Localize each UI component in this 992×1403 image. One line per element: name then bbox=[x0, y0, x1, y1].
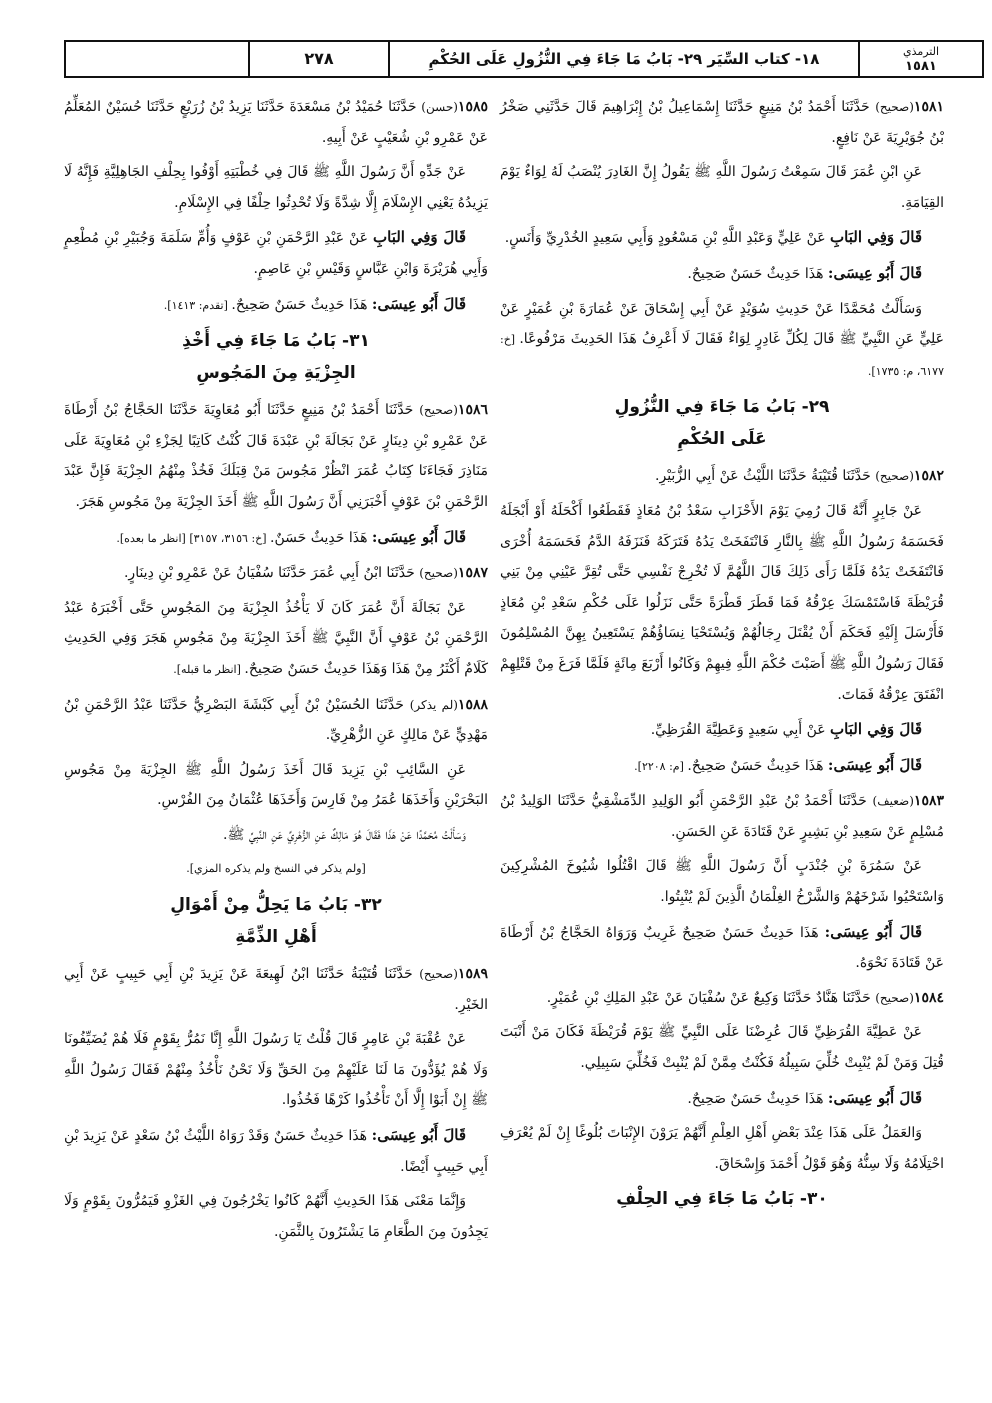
abu-isa-6 bbox=[64, 522, 488, 555]
page-number: ٢٧٨ bbox=[248, 42, 388, 76]
bab-note-3 bbox=[64, 222, 488, 284]
hadith-1587-isnad bbox=[64, 558, 488, 589]
chapter-31-heading bbox=[64, 325, 488, 389]
isnad-text: حَدَّثَنَا ابْنُ أَبِي عُمَرَ حَدَّثَنَا سُفْيَانُ عَنْ عَمْرِو بْنِ دِينَارٍ. bbox=[123, 565, 420, 582]
chapter-31-line2: الجِزْيَةِ مِنَ المَجُوسِ bbox=[196, 363, 356, 384]
abu-isa-text: هَذَا حَدِيثٌ حَسَنٌ صَحِيحٌ. bbox=[687, 757, 828, 774]
right-column bbox=[500, 92, 944, 1221]
chapter-31-line1: ٣١- بَابُ مَا جَاءَ فِي أَخْذِ bbox=[182, 331, 370, 352]
left-column bbox=[64, 92, 488, 1251]
abu-isa-text: هَذَا حَدِيثٌ حَسَنٌ صَحِيحٌ. bbox=[687, 265, 828, 282]
bab-text: عَنْ أَبِي سَعِيدٍ وَعَطِيَّةَ القُرَظِيِّ. bbox=[650, 722, 831, 739]
abu-isa-ref: [م: ٢٢٠٨]. bbox=[634, 759, 688, 773]
editor-note: [ولم يذكر في النسخ ولم يذكره المزي]. bbox=[186, 862, 366, 876]
hadith-1583-matn: عَنْ سَمُرَةَ بْنِ جُنْدَبٍ أَنَّ رَسُولَ اللَّهِ ﷺ قَالَ اقْتُلُوا شُيُوخَ المُشْرِكِينَ وَاسْتَحْيُوا شَرْخَهُمْ وَالشَّرْخُ الغِلْمَانُ الَّذِينَ لَمْ يُنْبِتُوا. bbox=[500, 858, 944, 906]
abu-isa-text: هَذَا حَدِيثٌ حَسَنٌ وَقَدْ رَوَاهُ اللَّيْثُ بْنُ سَعْدٍ عَنْ يَزِيدَ بْنِ أَبِي حَبِيبٍ أَيْضًا. bbox=[64, 1128, 488, 1175]
hadith-number: ١٥٨٥ bbox=[457, 99, 488, 115]
abu-isa-text: هَذَا حَدِيثٌ حَسَنٌ صَحِيحٌ غَرِيبٌ وَرَوَاهُ الحَجَّاجُ بْنُ أَرْطَاةَ عَنْ قَتَادَةَ نَحْوَهُ. bbox=[500, 924, 944, 972]
chapter-30-heading bbox=[500, 1183, 944, 1215]
hadith-number: ١٥٨٢ bbox=[913, 468, 944, 485]
isnad-text: حَدَّثَنَا الحُسَيْنُ بْنُ أَبِي كَبْشَةَ البَصْرِيُّ حَدَّثَنَا عَبْدُ الرَّحْمَنِ بْنُ مَهْدِيٍّ عَنْ مَالِكٍ عَنِ الزُّهْرِيِّ. bbox=[64, 696, 488, 744]
hadith-1588-isnad bbox=[64, 690, 488, 751]
hadith-1582-isnad bbox=[500, 461, 944, 492]
abu-isa-label: قَالَ أَبُو عِيسَى: bbox=[827, 755, 922, 774]
hadith-text: حَدَّثَنَا أَحْمَدُ بْنُ مَنِيعٍ حَدَّثَنَا أَبُو مُعَاوِيَةَ حَدَّثَنَا الحَجَّاجُ بْنُ أَرْطَاةَ عَنْ عَمْرِو بْنِ دِينَارٍ عَنْ بَجَالَةَ بْنِ عَبْدَةَ قَالَ كُنْتُ كَاتِبًا لِجَزْءِ بْنِ مُعَاوِيَةَ عَلَى مَنَاذِرَ فَجَاءَنَا كِتَابُ عُمَرَ انْظُرْ مَجُوسَ مَنْ قِبَلَكَ فَخُذْ مِنْهُمُ الجِزْيَةَ فَإِنَّ عَبْدَ الرَّحْمَنِ بْنَ عَوْفٍ أَخْبَرَنِي أَنَّ رَسُولَ اللَّهِ ﷺ أَخَذَ الجِزْيَةَ مِنْ مَجُوسِ هَجَرَ. bbox=[64, 402, 488, 510]
sual-text: وَسَأَلْتُ مُحَمَّدًا عَنْ حَدِيثِ سُوَيْدٍ عَنْ أَبِي إِسْحَاقَ عَنْ عُمَارَةَ بْنِ عُمَيْرٍ عَنْ عَلِيٍّ عَنِ النَّبِيِّ ﷺ قَالَ لِكُلِّ غَادِرٍ لِوَاءٌ فَقَالَ لَا أَعْرِفُ هَذَا الحَدِيثَ مَرْفُوعًا. bbox=[500, 300, 944, 348]
hadith-1589-isnad bbox=[64, 959, 488, 1020]
hadith-number: ١٥٨١ bbox=[913, 99, 944, 115]
header-reference bbox=[858, 42, 982, 76]
isnad-text: حَدَّثَنَا قُتَيْبَةُ حَدَّثَنَا ابْنُ لَهِيعَةَ عَنْ يَزِيدَ بْنِ أَبِي حَبِيبٍ عَنْ أَبِي الخَيْرِ. bbox=[64, 966, 488, 1013]
hadith-grade: (صحيح) bbox=[875, 100, 914, 114]
isnad-text: حَدَّثَنَا أَحْمَدُ بْنُ عَبْدِ الرَّحْمَنِ أَبُو الوَلِيدِ الدِّمَشْقِيُّ حَدَّثَنَا الوَلِيدُ بْنُ مُسْلِمٍ عَنْ سَعِيدِ بْنِ بَشِيرٍ عَنْ قَتَادَةَ عَنِ الحَسَنِ. bbox=[500, 793, 944, 840]
bab-text: عَنْ عَبْدِ الرَّحْمَنِ بْنِ عَوْفٍ وَأُمِّ سَلَمَةَ وَجُبَيْرِ بْنِ مُطْعِمٍ وَأَبِي هُرَيْرَةَ وَابْنِ عَبَّاسٍ وَقَيْسِ بْنِ عَاصِمٍ. bbox=[64, 230, 488, 277]
header-title: ١٨- كتاب السِّيَر ٢٩- بَابُ مَا جَاءَ فِي النُّزُولِ عَلَى الحُكْمِ bbox=[388, 42, 858, 76]
hadith-number: ١٥٨٧ bbox=[457, 565, 488, 582]
abu-isa-text: هَذَا حَدِيثٌ حَسَنٌ. bbox=[270, 529, 372, 546]
bab-note-1 bbox=[500, 222, 944, 254]
sual-paragraph bbox=[500, 294, 944, 388]
hadith-1585-isnad bbox=[64, 92, 488, 153]
bab-label: قَالَ وَفِي البَابِ bbox=[373, 228, 466, 247]
mana-paragraph: وَإِنَّمَا مَعْنَى هَذَا الحَدِيثِ أَنَّهُمْ كَانُوا يَخْرُجُونَ فِي الغَزْوِ فَيَمُرُّونَ بِقَوْمٍ وَلَا يَجِدُونَ مِنَ الطَّعَامِ مَا يَشْتَرُونَ بِالثَّمَنِ. bbox=[64, 1193, 488, 1240]
bab-note-2 bbox=[500, 714, 944, 746]
header-ref-number: ١٥٨١ bbox=[905, 59, 937, 74]
isnad-text: حَدَّثَنَا هَنَّادٌ حَدَّثَنَا وَكِيعٌ عَنْ سُفْيَانَ عَنْ عَبْدِ المَلِكِ بْنِ عُمَيْرٍ. bbox=[546, 989, 876, 1006]
abu-isa-label: قَالَ أَبُو عِيسَى: bbox=[371, 1126, 467, 1145]
hadith-grade: (حسن) bbox=[421, 100, 458, 114]
abu-isa-label: قَالَ أَبُو عِيسَى: bbox=[827, 263, 922, 282]
hadith-grade: (لم يذكر) bbox=[409, 697, 458, 712]
hadith-1585-matn: عَنْ جَدِّهِ أَنَّ رَسُولَ اللَّهِ ﷺ قَالَ فِي خُطْبَتِهِ أَوْفُوا بِحِلْفِ الجَاهِلِيَّةِ فَإِنَّهُ لَا يَزِيدُهُ يَعْنِي الإِسْلَامَ إِلَّا شِدَّةً وَلَا تُحْدِثُوا حِلْفًا فِي الإِسْلَامِ. bbox=[64, 164, 488, 211]
hadith-1586 bbox=[64, 395, 488, 517]
abu-isa-7 bbox=[64, 1120, 488, 1182]
abu-isa-3 bbox=[500, 917, 944, 979]
isnad-text: حَدَّثَنَا أَحْمَدُ بْنُ مَنِيعٍ حَدَّثَنَا إِسْمَاعِيلُ بْنُ إِبْرَاهِيمَ قَالَ حَدَّثَنِي صَخْرُ بْنُ جُوَيْرِيَةَ عَنْ نَافِعٍ. bbox=[500, 99, 944, 146]
abu-isa-1 bbox=[500, 258, 944, 290]
abu-isa-ref: [خ: ٣١٥٦، ٣١٥٧] [انظر ما بعده]. bbox=[116, 531, 271, 545]
abu-isa-label: قَالَ أَبُو عِيسَى: bbox=[371, 527, 466, 546]
sual-paragraph-2: وَسَأَلْتُ مُحَمَّدًا عَنْ هَذَا فَقَالَ هُوَ مَالِكٌ عَنِ الزُّهْرِيِّ عَنِ النَّبِيِّ ﷺ. bbox=[223, 826, 466, 843]
chapter-32-line1: ٣٢- بَابُ مَا يَحِلُّ مِنْ أَمْوَالِ bbox=[170, 895, 382, 916]
abu-isa-text: هَذَا حَدِيثٌ حَسَنٌ صَحِيحٌ. bbox=[687, 1090, 828, 1107]
hadith-grade: (صحيح) bbox=[875, 990, 914, 1005]
header-collection: الترمذي bbox=[902, 45, 940, 58]
abu-isa-label: قَالَ أَبُو عِيسَى: bbox=[371, 294, 466, 313]
sual-ref: [خ: ٦١٧٧، م: ١٧٣٥]. bbox=[500, 333, 944, 378]
chapter-32-heading bbox=[64, 889, 488, 953]
header-blank-cell bbox=[66, 42, 248, 76]
hadith-number: ١٥٨٨ bbox=[457, 696, 488, 713]
matn-text: عَنْ بَجَالَةَ أَنَّ عُمَرَ كَانَ لَا يَأْخُذُ الجِزْيَةَ مِنَ المَجُوسِ حَتَّى أَخْبَرَهُ عَبْدُ الرَّحْمَنِ بْنُ عَوْفٍ أَنَّ النَّبِيَّ ﷺ أَخَذَ الجِزْيَةَ مِنْ مَجُوسِ هَجَرَ وَفِي الحَدِيثِ كَلَامٌ أَكْثَرُ مِنْ هَذَا وَهَذَا حَدِيثٌ حَسَنٌ صَحِيحٌ. bbox=[64, 599, 488, 677]
hadith-number: ١٥٨٦ bbox=[457, 402, 488, 419]
isnad-text: حَدَّثَنَا قُتَيْبَةُ حَدَّثَنَا اللَّيْثُ عَنْ أَبِي الزُّبَيْرِ. bbox=[655, 468, 876, 485]
hadith-number: ١٥٨٩ bbox=[457, 966, 488, 983]
page-header bbox=[64, 40, 984, 78]
amal-paragraph: وَالعَمَلُ عَلَى هَذَا عِنْدَ بَعْضِ أَهْلِ العِلْمِ أَنَّهُمْ يَرَوْنَ الإِنْبَاتَ بُلُوغًا إِنْ لَمْ يُعْرَفِ احْتِلَامُهُ وَلَا سِنُّهُ وَهُوَ قَوْلُ أَحْمَدَ وَإِسْحَاقَ. bbox=[500, 1125, 944, 1172]
chapter-29-line1: ٢٩- بَابُ مَا جَاءَ فِي النُّزُولِ bbox=[614, 397, 830, 418]
hadith-grade: (صحيح) bbox=[419, 566, 458, 581]
hadith-1583-isnad bbox=[500, 786, 944, 847]
hadith-1589-matn: عَنْ عُقْبَةَ بْنِ عَامِرٍ قَالَ قُلْتُ يَا رَسُولَ اللَّهِ إِنَّا نَمُرُّ بِقَوْمٍ فَلَا هُمْ يُضَيِّفُونَا وَلَا هُمْ يُؤَدُّونَ مَا لَنَا عَلَيْهِمْ مِنَ الحَقِّ وَلَا نَحْنُ نَأْخُذُ مِنْهُمْ فَقَالَ رَسُولُ اللَّهِ ﷺ إِنْ أَبَوْا إِلَّا أَنْ تَأْخُذُوا كَرْهًا فَخُذُوا. bbox=[64, 1031, 488, 1109]
hadith-1581-isnad bbox=[500, 92, 944, 153]
chapter-32-line2: أَهْلِ الذِّمَّةِ bbox=[235, 927, 317, 948]
hadith-grade: (صحيح) bbox=[419, 967, 458, 982]
abu-isa-label: قَالَ أَبُو عِيسَى: bbox=[824, 922, 923, 941]
hadith-grade: (ضعيف) bbox=[872, 794, 914, 809]
abu-isa-4 bbox=[500, 1083, 944, 1115]
chapter-29-heading bbox=[500, 391, 944, 455]
hadith-number: ١٥٨٣ bbox=[913, 793, 944, 810]
abu-isa-label: قَالَ أَبُو عِيسَى: bbox=[827, 1088, 922, 1107]
hadith-1584-isnad bbox=[500, 983, 944, 1014]
abu-isa-2 bbox=[500, 750, 944, 783]
hadith-1582-matn: عَنْ جَابِرٍ أَنَّهُ قَالَ رُمِيَ يَوْمَ الأَحْزَابِ سَعْدُ بْنُ مُعَاذٍ فَقَطَعُوا أَكْحَلَهُ أَوْ أَبْجَلَهُ فَحَسَمَهُ رَسُولُ اللَّهِ ﷺ بِالنَّارِ فَانْتَفَخَتْ يَدُهُ فَتَرَكَهُ فَنَزَفَهُ الدَّمُ فَحَسَمَهُ أُخْرَى فَانْتَفَخَتْ يَدُهُ فَلَمَّا رَأَى ذَلِكَ قَالَ اللَّهُمَّ لَا تُخْرِجْ نَفْسِي حَتَّى تُقِرَّ عَيْنِي مِنْ بَنِي قُرَيْظَةَ فَاسْتَمْسَكَ عِرْقُهُ فَمَا قَطَرَ قَطْرَةً حَتَّى نَزَلُوا عَلَى حُكْمِ سَعْدِ بْنِ مُعَاذٍ فَأَرْسَلَ إِلَيْهِ فَحَكَمَ أَنْ يُقْتَلَ رِجَالُهُمْ وَيُسْتَحْيَا نِسَاؤُهُمْ يَسْتَعِينُ بِهِنَّ المُسْلِمُونَ فَقَالَ رَسُولُ اللَّهِ ﷺ أَصَبْتَ حُكْمَ اللَّهِ فِيهِمْ وَكَانُوا أَرْبَعَ مِائَةٍ فَلَمَّا فَرَغَ مِنْ قَتْلِهِمْ انْفَتَقَ عِرْقُهُ فَمَاتَ. bbox=[500, 502, 944, 703]
chapter-30-line1: ٣٠- بَابُ مَا جَاءَ فِي الحِلْفِ bbox=[616, 1189, 828, 1210]
abu-isa-5 bbox=[64, 289, 488, 322]
hadith-number: ١٥٨٤ bbox=[913, 989, 944, 1006]
abu-isa-text: هَذَا حَدِيثٌ حَسَنٌ صَحِيحٌ. bbox=[231, 296, 372, 313]
bab-label: قَالَ وَفِي البَابِ bbox=[830, 720, 922, 739]
hadith-grade: (صحيح) bbox=[419, 403, 458, 418]
matn-ref: [انظر ما قبله]. bbox=[173, 662, 245, 676]
chapter-29-line2: عَلَى الحُكْمِ bbox=[677, 429, 767, 450]
abu-isa-ref: [تقدم: ١٤١٣]. bbox=[163, 298, 232, 312]
hadith-1588-matn: عَنِ السَّائِبِ بْنِ يَزِيدَ قَالَ أَخَذَ رَسُولُ اللَّهِ ﷺ الجِزْيَةَ مِنْ مَجُوسِ البَحْرَيْنِ وَأَخَذَهَا عُمَرُ مِنْ فَارِسَ وَأَخَذَهَا عُثْمَانُ مِنَ الفُرْسِ. bbox=[64, 761, 488, 809]
bab-text: عَنْ عَلِيٍّ وَعَبْدِ اللَّهِ بْنِ مَسْعُودٍ وَأَبِي سَعِيدٍ الخُدْرِيِّ وَأَنَسٍ. bbox=[504, 230, 831, 247]
hadith-1581-matn: عَنِ ابْنِ عُمَرَ قَالَ سَمِعْتُ رَسُولَ اللَّهِ ﷺ يَقُولُ إِنَّ الغَادِرَ يُنْصَبُ لَهُ لِوَاءٌ يَوْمَ القِيَامَةِ. bbox=[500, 164, 944, 211]
hadith-1584-matn: عَنْ عَطِيَّةَ القُرَظِيِّ قَالَ عُرِضْنَا عَلَى النَّبِيِّ ﷺ يَوْمَ قُرَيْظَةَ فَكَانَ مَنْ أَنْبَتَ قُتِلَ وَمَنْ لَمْ يُنْبِتْ خُلِّيَ سَبِيلُهُ فَكُنْتُ مِمَّنْ لَمْ يُنْبِتْ فَخُلِّيَ سَبِيلِي. bbox=[500, 1024, 944, 1072]
isnad-text: حَدَّثَنَا حُمَيْدُ بْنُ مَسْعَدَةَ حَدَّثَنَا يَزِيدُ بْنُ زُرَيْعٍ حَدَّثَنَا حُسَيْنٌ المُعَلِّمُ عَنْ عَمْرِو بْنِ شُعَيْبٍ عَنْ أَبِيهِ. bbox=[64, 99, 488, 146]
hadith-1587-matn bbox=[64, 593, 488, 686]
bab-label: قَالَ وَفِي البَابِ bbox=[830, 228, 922, 247]
hadith-grade: (صحيح) bbox=[875, 469, 914, 484]
